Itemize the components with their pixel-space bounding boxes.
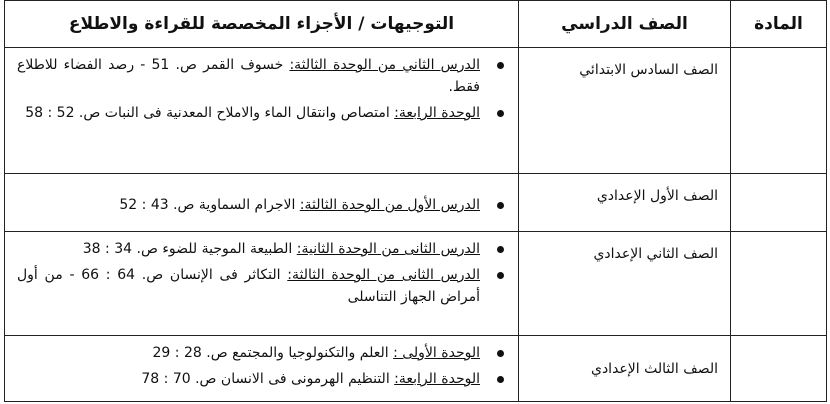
table-row — [5, 336, 827, 402]
topics-header: التوجيهات / الأجزاء المخصصة للقراءة والاطلاع — [5, 1, 519, 48]
item-lead: الدرس الثانى من الوحدة الثالثة: — [287, 267, 481, 283]
bullet-icon — [497, 272, 504, 279]
subject-cell — [731, 336, 827, 402]
table-row — [5, 174, 827, 232]
study-guide-table — [4, 0, 827, 402]
table-row — [5, 48, 827, 174]
bullet-icon — [497, 110, 504, 117]
grade-cell: الصف الثاني الإعدادي — [519, 232, 731, 336]
subject-cell — [731, 174, 827, 232]
topics-cell — [5, 336, 519, 402]
topics-cell — [5, 174, 519, 232]
bullet-icon — [497, 350, 504, 357]
bullet-icon — [497, 376, 504, 383]
grade-cell: الصف الأول الإعدادي — [519, 174, 731, 232]
list-item — [17, 54, 506, 98]
item-text: خسوف القمر ص. 51 - رصد الفضاء للاطلاع فقط. — [17, 57, 480, 95]
bullet-icon — [497, 62, 504, 69]
list-item — [17, 368, 506, 390]
list-item — [17, 238, 506, 260]
item-text: التنظيم الهرمونى فى الانسان ص. 70 : 78 — [141, 371, 395, 387]
item-text: العلم والتكنولوجيا والمجتمع ص. 28 : 29 — [152, 345, 394, 361]
item-lead: الدرس الأول من الوحدة الثالثة: — [299, 197, 480, 213]
item-lead: الوحدة الأولى : — [393, 345, 480, 361]
bullet-icon — [497, 202, 504, 209]
subject-header: المادة — [731, 1, 827, 48]
item-text: الاجرام السماوية ص. 43 : 52 — [119, 197, 300, 213]
subject-cell — [731, 48, 827, 174]
item-text: امتصاص وانتقال الماء والاملاح المعدنية فى النبات ص. 52 : 58 — [25, 105, 395, 121]
item-lead: الوحدة الرابعة: — [394, 105, 480, 121]
item-lead: الدرس الثاني من الوحدة الثالثة: — [289, 57, 481, 73]
item-lead: الوحدة الرابعة: — [394, 371, 480, 387]
grade-header: الصف الدراسي — [519, 1, 731, 48]
bullet-icon — [497, 246, 504, 253]
list-item — [17, 102, 506, 124]
grade-cell: الصف الثالث الإعدادي — [519, 336, 731, 402]
list-item — [17, 342, 506, 364]
item-lead: الدرس الثانى من الوحدة الثانية: — [296, 241, 480, 257]
grade-cell: الصف السادس الابتدائي — [519, 48, 731, 174]
table-row — [5, 232, 827, 336]
subject-cell — [731, 232, 827, 336]
topics-cell — [5, 232, 519, 336]
item-text: التكاثر فى الإنسان ص. 64 : 66 - من أول أمراض الجهاز التناسلى — [17, 267, 480, 305]
topics-cell — [5, 48, 519, 174]
list-item — [17, 194, 506, 216]
item-text: الطبيعة الموجية للضوء ص. 34 : 38 — [82, 241, 297, 257]
header-row — [5, 1, 827, 48]
list-item — [17, 264, 506, 308]
